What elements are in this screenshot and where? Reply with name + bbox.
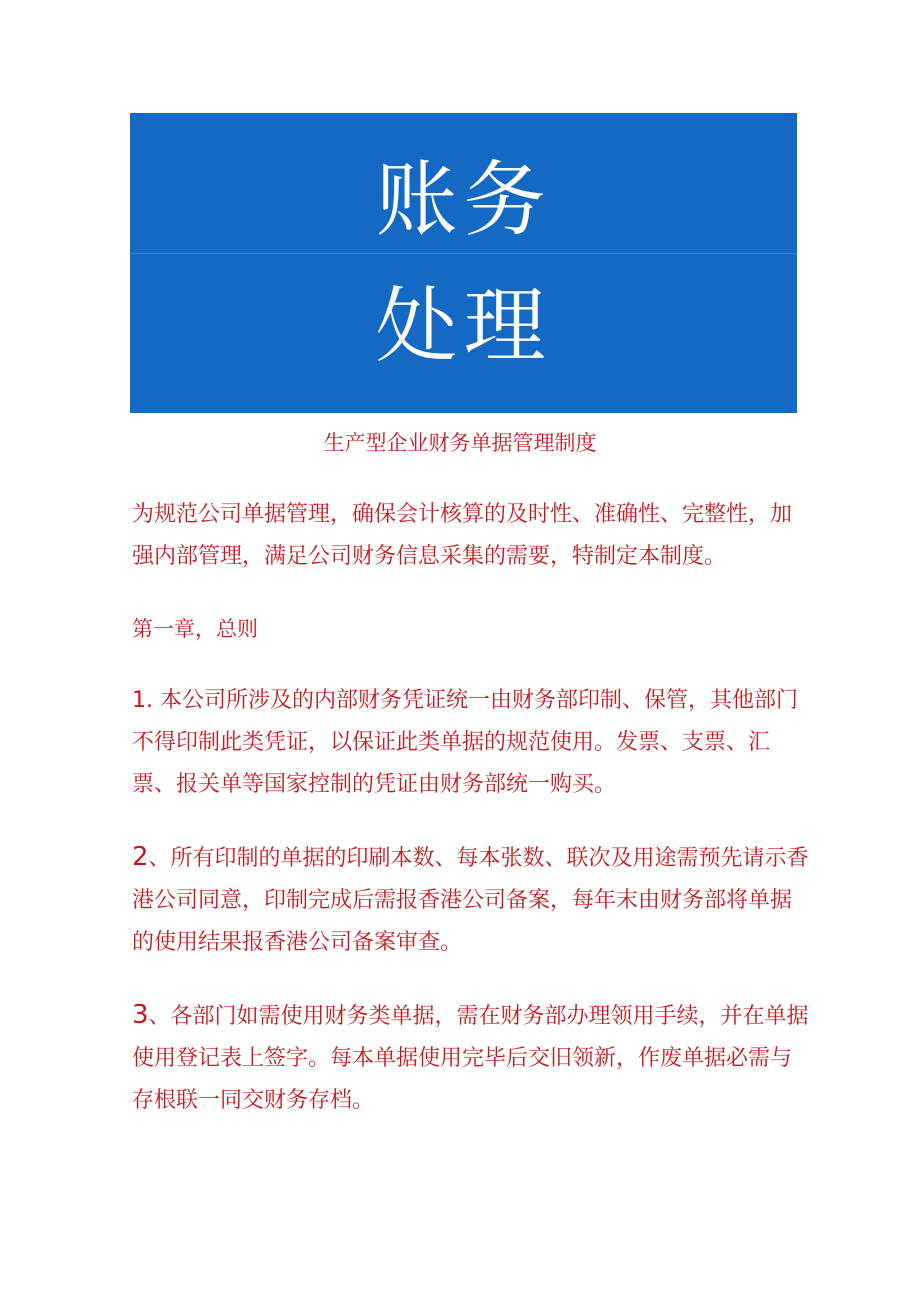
rule-number: 1.: [132, 688, 153, 713]
rule-text: 、所有印制的单据的印刷本数、每本张数、联次及用途需预先请示香港公司同意，印制完成后需报香港公司备案，每年末由财务部将单据的使用结果报香港公司备案审查。: [132, 846, 809, 955]
document-subtitle: 生产型企业财务单据管理制度: [323, 431, 597, 455]
chapter-heading: 第一章，总则: [132, 617, 258, 641]
rule-text: 、各部门如需使用财务类单据，需在财务部办理领用手续，并在单据使用登记表上签字。每本单据使用完毕后交旧领新，作废单据必需与存根联一同交财务存档。: [132, 1004, 809, 1113]
banner-title-line-1: 账务: [375, 153, 552, 248]
banner-title-line-2: 处理: [375, 279, 552, 374]
rule-item-1: [132, 680, 812, 806]
intro-paragraph: 为规范公司单据管理，确保会计核算的及时性、准确性、完整性，加强内部管理，满足公司财务信息采集的需要，特制定本制度。: [132, 502, 793, 569]
rule-number: 2: [132, 842, 149, 872]
rule-item-3: [132, 994, 812, 1122]
rule-item-2: [132, 836, 812, 964]
rule-text: 本公司所涉及的内部财务凭证统一由财务部印制、保管，其他部门不得印制此类凭证，以保证此类单据的规范使用。发票、支票、汇票、报关单等国家控制的凭证由财务部统一购买。: [132, 688, 799, 797]
banner-divider: [130, 253, 797, 254]
document-body: [132, 494, 812, 1152]
title-banner: [130, 113, 797, 413]
rule-number: 3: [132, 1000, 149, 1030]
